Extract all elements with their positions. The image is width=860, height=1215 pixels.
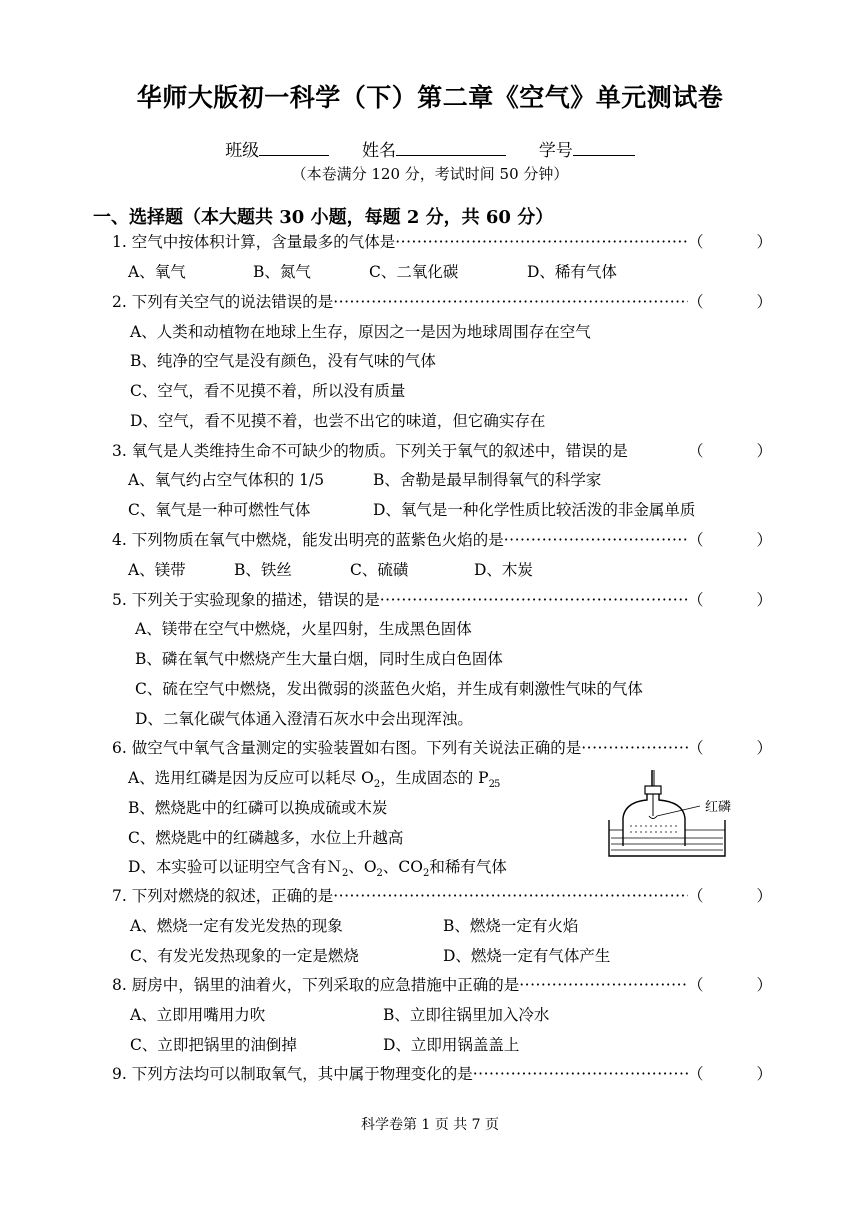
q7-option-a[interactable]: A、燃烧一定有发光发热的现象	[130, 917, 343, 935]
q4-option-c[interactable]: C、硫磺	[350, 561, 409, 579]
question-8: 8. 厨房中，锅里的油着火，下列采取的应急措施中正确的是 ····· （ ）	[112, 975, 772, 995]
section-heading: 一、选择题（本大题共 30 小题，每题 2 分，共 60 分）	[93, 207, 554, 228]
question-3: 3. 氧气是人类维持生命不可缺少的物质。下列关于氧气的叙述中，错误的是 （ ）	[112, 442, 772, 460]
question-5: 5. 下列关于实验现象的描述，错误的是 ····· （ ）	[112, 590, 772, 610]
q6-option-c[interactable]: C、燃烧匙中的红磷越多，水位上升越高	[128, 829, 404, 847]
q2-option-a[interactable]: A、人类和动植物在地球上生存，原因之一是因为地球周围存在空气	[130, 323, 591, 341]
q6-option-d[interactable]: D、本实验可以证明空气含有Ｎ$_2$、$O_2$、$CO_2$和稀有气体	[128, 858, 507, 880]
class-blank[interactable]	[259, 139, 329, 156]
red-phosphorus-label: 红磷	[705, 800, 732, 815]
id-blank[interactable]	[573, 139, 635, 156]
q4-option-b[interactable]: B、铁丝	[234, 561, 292, 579]
q5-option-c[interactable]: C、硫在空气中燃烧，发出微弱的淡蓝色火焰，并生成有刺激性气味的气体	[135, 680, 643, 698]
q1-option-d[interactable]: D、稀有气体	[527, 263, 617, 281]
apparatus-figure	[605, 768, 755, 867]
q3-option-d[interactable]: D、氧气是一种化学性质比较活泼的非金属单质	[373, 501, 696, 519]
q2-option-b[interactable]: B、纯净的空气是没有颜色，没有气味的气体	[130, 352, 436, 370]
q1-option-a[interactable]: A、氧气	[128, 263, 186, 281]
q7-option-d[interactable]: D、燃烧一定有气体产生	[443, 947, 611, 965]
question-1: 1. 空气中按体积计算，含量最多的气体是 ····· （ ）	[112, 232, 772, 252]
q4-option-d[interactable]: D、木炭	[474, 561, 533, 579]
question-6: 6. 做空气中氧气含量测定的实验装置如右图。下列有关说法正确的是 ····· （ ）	[112, 738, 772, 758]
q7-option-c[interactable]: C、有发光发热现象的一定是燃烧	[130, 947, 359, 965]
q2-option-c[interactable]: C、空气，看不见摸不着，所以没有质量	[130, 382, 406, 400]
page-title: 华师大版初一科学（下）第二章《空气》单元测试卷	[136, 83, 724, 112]
question-9: 9. 下列方法均可以制取氧气，其中属于物理变化的是 ····· （ ）	[112, 1064, 772, 1084]
q8-option-c[interactable]: C、立即把锅里的油倒掉	[130, 1036, 297, 1054]
q3-option-c[interactable]: C、氧气是一种可燃性气体	[128, 501, 311, 519]
q1-option-c[interactable]: C、二氧化碳	[369, 263, 459, 281]
page-footer: 科学卷第 1 页 共 7 页	[360, 1117, 500, 1133]
question-2: 2. 下列有关空气的说法错误的是 ····· （ ）	[112, 292, 772, 312]
q6-option-b[interactable]: B、燃烧匙中的红磷可以换成硫或木炭	[128, 799, 388, 817]
q5-option-a[interactable]: A、镁带在空气中燃烧，火星四射，生成黑色固体	[135, 620, 472, 638]
student-info	[0, 136, 860, 161]
q3-option-b[interactable]: B、舍勒是最早制得氧气的科学家	[373, 471, 602, 489]
q3-option-a[interactable]: A、氧气约占空气体积的 1/5	[128, 471, 325, 489]
q4-option-a[interactable]: A、镁带	[128, 561, 186, 579]
q5-option-b[interactable]: B、磷在氧气中燃烧产生大量白烟，同时生成白色固体	[135, 650, 503, 668]
q8-option-b[interactable]: B、立即往锅里加入冷水	[383, 1006, 550, 1024]
q8-option-d[interactable]: D、立即用锅盖盖上	[383, 1036, 520, 1054]
id-label: 学号	[538, 141, 573, 161]
q1-option-b[interactable]: B、氮气	[253, 263, 311, 281]
class-label: 班级	[225, 141, 260, 161]
q7-option-b[interactable]: B、燃烧一定有火焰	[443, 917, 579, 935]
question-7: 7. 下列对燃烧的叙述，正确的是 ····· （ ）	[112, 886, 772, 906]
q2-option-d[interactable]: D、空气，看不见摸不着，也尝不出它的味道，但它确实存在	[130, 412, 546, 430]
name-blank[interactable]	[396, 139, 506, 156]
question-4: 4. 下列物质在氧气中燃烧，能发出明亮的蓝紫色火焰的是 ····· （ ）	[112, 530, 772, 550]
q8-option-a[interactable]: A、立即用嘴用力吹	[130, 1006, 266, 1024]
apparatus-drawing	[605, 768, 755, 863]
q5-option-d[interactable]: D、二氧化碳气体通入澄清石灰水中会出现浑浊。	[135, 710, 473, 728]
q6-option-a[interactable]: A、选用红磷是因为反应可以耗尽 $O_2$，生成固态的 $P_{25}$	[128, 769, 501, 791]
exam-note: （本卷满分 120 分，考试时间 50 分钟）	[291, 165, 569, 183]
name-label: 姓名	[362, 141, 396, 161]
